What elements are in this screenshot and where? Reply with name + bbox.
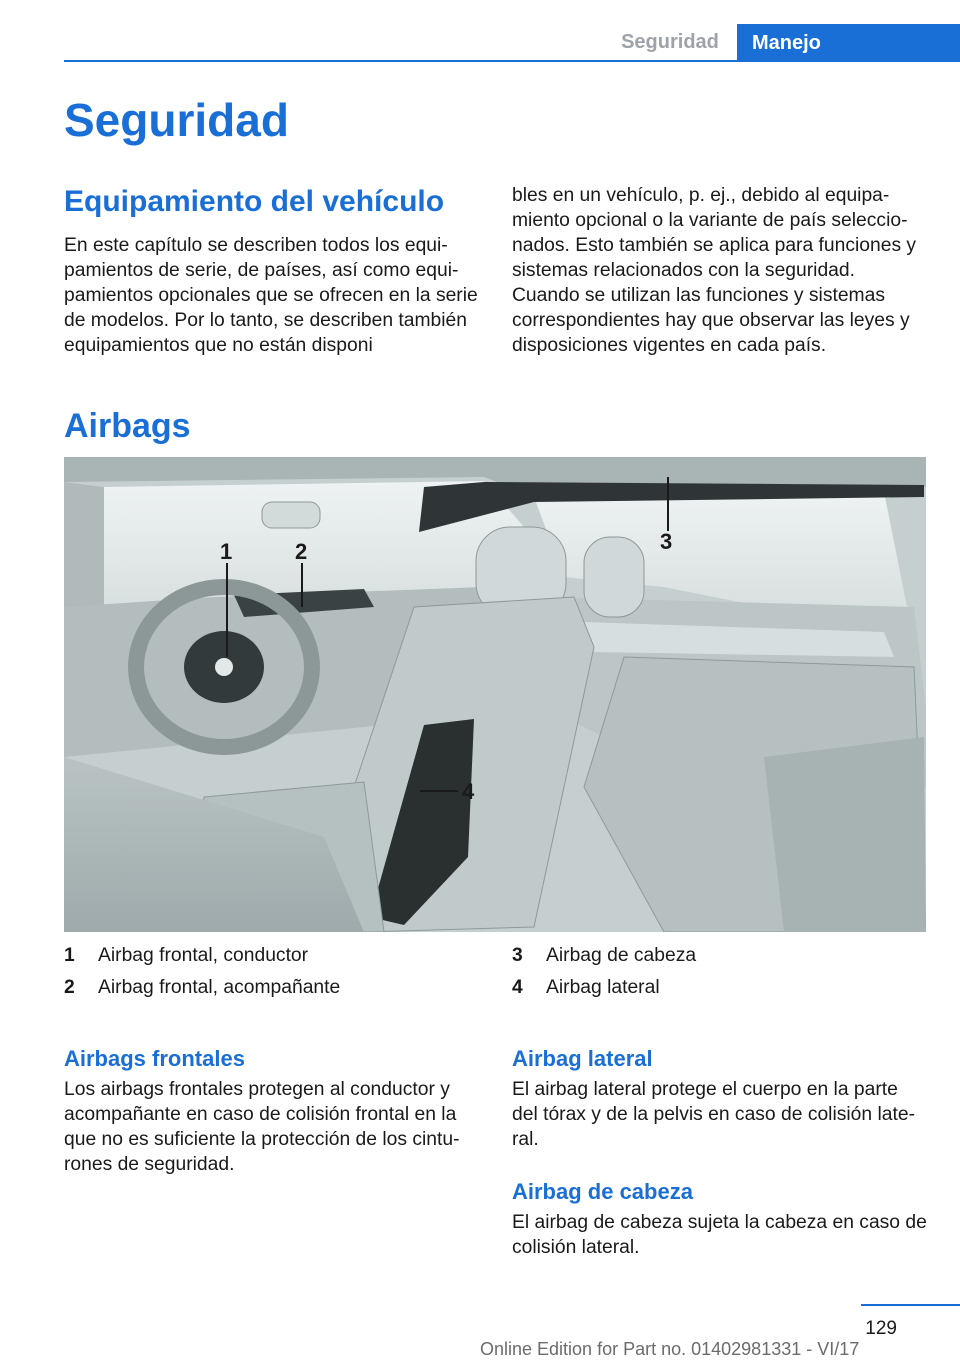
- text-airbag-lateral: El airbag lateral protege el cuerpo en la parte del tórax y de la pelvis en caso de colisión lateral.: [512, 1079, 915, 1150]
- callout-1: 1: [220, 539, 233, 564]
- legend-number: 4: [512, 977, 523, 998]
- heading-airbags-frontales: Airbags frontales: [64, 1046, 245, 1071]
- callout-4: 4: [462, 779, 475, 804]
- section-heading-equipamiento: Equipamiento del vehículo: [64, 185, 445, 218]
- heading-airbag-lateral: Airbag lateral: [512, 1046, 653, 1071]
- legend-label: Airbag de cabeza: [546, 945, 697, 966]
- footer-rule: [861, 1304, 960, 1306]
- legend-number: 3: [512, 945, 523, 966]
- callout-2: 2: [295, 539, 308, 564]
- airbags-illustration: [64, 457, 926, 932]
- text-airbags-frontales: Los airbags frontales protegen al conductor y acompañante en caso de colisión frontal en la que no es suficiente la protección de los cinturones de seguridad.: [64, 1079, 460, 1175]
- edition-note: Online Edition for Part no. 01402981331 - VI/17: [480, 1339, 860, 1359]
- header-rule: [64, 60, 960, 62]
- callout-3: 3: [660, 529, 673, 554]
- tab-manejo[interactable]: Manejo: [737, 24, 960, 62]
- legend-label: Airbag frontal, conductor: [98, 945, 309, 966]
- text-airbag-cabeza: El airbag de cabeza sujeta la cabeza en caso de colisión lateral.: [512, 1212, 927, 1258]
- legend-number: 2: [64, 977, 75, 998]
- heading-airbag-cabeza: Airbag de cabeza: [512, 1179, 693, 1204]
- equipamiento-text-col1: En este capítulo se describen todos los equipamientos de serie, de países, así como equipamientos opcionales que se ofrecen en la serie de modelos. Por lo tanto, se describen también equipamientos que no están disponi: [64, 235, 478, 356]
- legend-label: Airbag frontal, acompañante: [98, 977, 341, 998]
- page-number: 129: [865, 1318, 897, 1339]
- legend-number: 1: [64, 945, 75, 966]
- section-heading-airbags: Airbags: [64, 407, 191, 445]
- chapter-title: Seguridad: [64, 94, 289, 146]
- equipamiento-text-col2: bles en un vehículo, p. ej., debido al equipamiento opcional o la variante de país seleccionados. Esto también se aplica para funciones y sistemas relacionados con la seguridad. Cuando se utilizan las funciones y sistemas correspondientes hay que observar las leyes y disposiciones vigentes en cada país.: [512, 185, 917, 356]
- tab-seguridad[interactable]: Seguridad: [621, 31, 719, 53]
- legend-label: Airbag lateral: [546, 977, 660, 998]
